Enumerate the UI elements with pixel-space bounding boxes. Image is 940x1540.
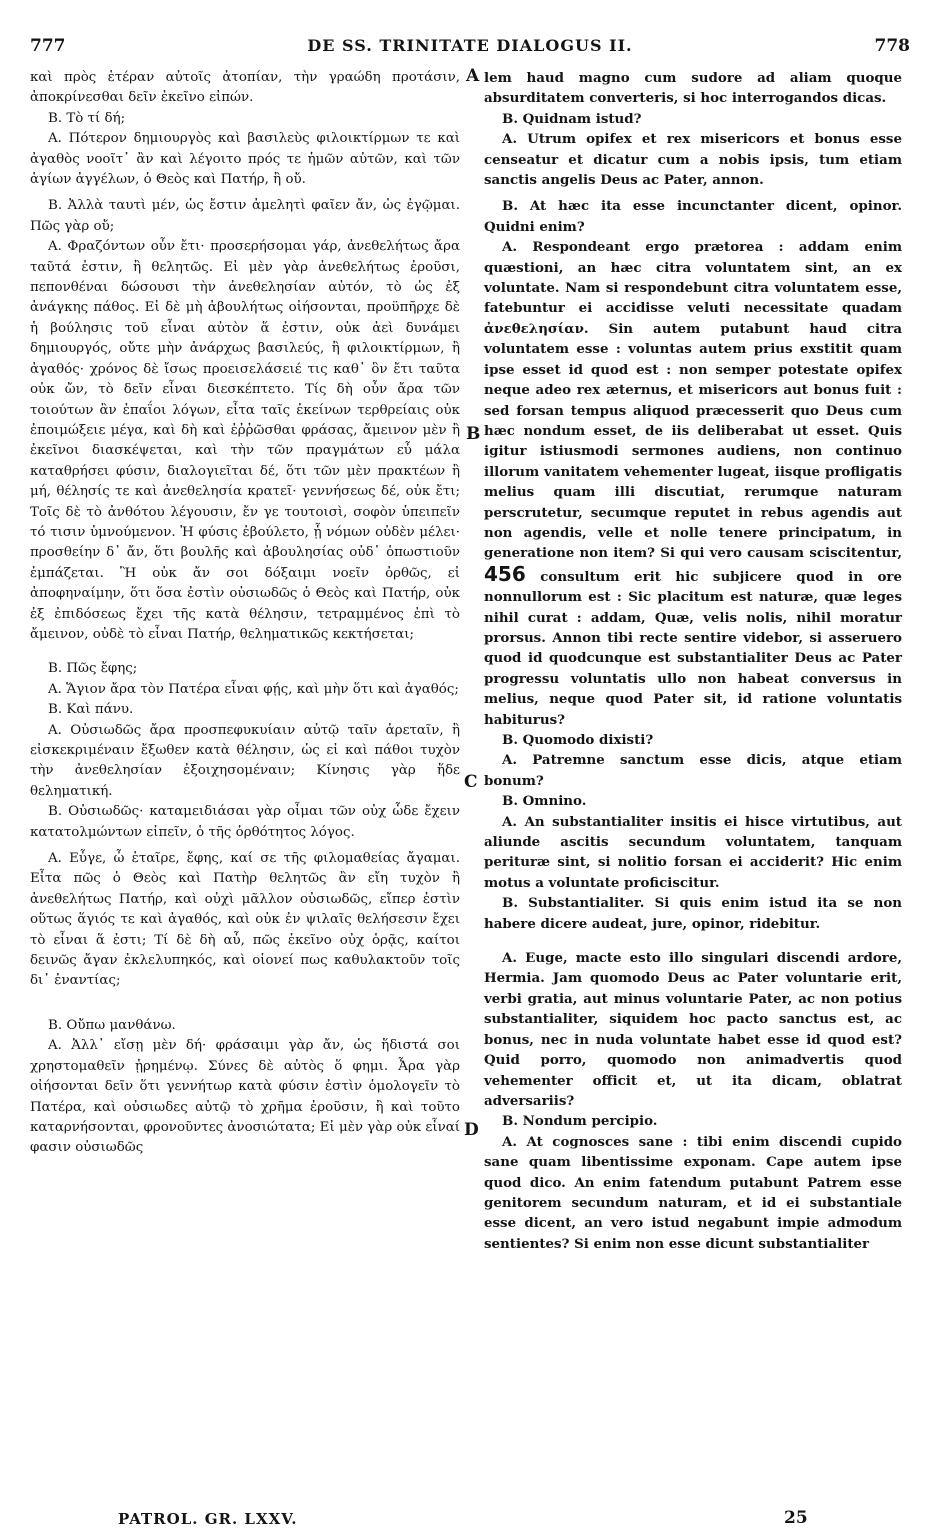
margin-letter-a: A bbox=[466, 66, 480, 86]
margin-letter-d: D bbox=[464, 1120, 479, 1140]
latin-paragraph: B. Quomodo dixisti? bbox=[502, 732, 654, 748]
greek-paragraph: Β. Τὸ τί δή; bbox=[48, 110, 126, 126]
latin-paragraph: lem haud magno cum sudore ad aliam quoque absurditatem converteris, si hoc interrogandos dicas. bbox=[484, 70, 902, 107]
page-number-right: 778 bbox=[874, 36, 910, 56]
greek-paragraph: Α. Φραζόντων οὖν ἔτι· προσερήσομαι γάρ, ἀνεθελήτως ἄρα ταῦτά ἐστιν, ἢ θελητῶς. Εἰ μὲν γὰρ ἀνεθελήτως ἐροῦσι, πεπονθέναι δώσουσι τὴν ἀνεθελησίαν αὐτόν, τὸ ὡς ἐξ ἀνάγκης πάθος. Εἰ δὲ μὴ ἀβουλήτως οἰήσονται, προϋπῆρχε δὲ ἡ βούλησις τοῦ εἶναι αὐτὸν ἅ ἐστιν, οὐκ ἀεὶ δυνάμει δημιουργός, οὔτε μὴν ἀνάρχως βασιλεύς, ἢ φιλοικτίρμων, ἢ ἀγαθός· χρόνος δὲ ἴσως προεισελάσειέ τις καθ᾽ ὃν ἔτι ταῦτα οὐκ ὤν, τὸ δεῖν εἶναι διεσκέπτετο. Τίς δὴ οὖν ἄρα τῶν τοιούτων ἂν ἐπαΐοι λόγων, εἶτα ταῖς ἐκείνων τερθρείαις οὐκ ἐποιμώξειε μέγα, καὶ δὴ καὶ ἐῤῥῶσθαι φράσας, ἄμεινον μὲν ἢ ἐκεῖνοι διασκέψεται, καὶ τὴν τῶν πραγμάτων εὖ μάλα καταθρήσει φύσιν, διαλογιεῖται δέ, ὅτι τῶν μὲν πρακτέων ἢ μή, θέλησίς τε καὶ ἀνεθελησία κρατεῖ· γεννήσεως δέ, οὐκ ἔτι; Τοῖς δὲ τὸ ἀνθότου λέγουσιν, ἔν γε τουτοισὶ, σοφὸν ὑπειπεῖν τό τισιν ὑμνούμενον. Ἡ φύσις ἐβούλετο, ᾗ νόμων οὐδὲν μέλει· προσθείην δ᾽ ἄν, ὅτι βουλῆς καὶ ἀβουλησίας οὐδ᾽ ὁπωστιοῦν ἐμπάζεται. Ἢ οὐκ ἄν σοι δόξαιμι νοεῖν ὀρθῶς, εἰ ἀποφηναίμην, ὅτι ὅσα ἐστὶν οὐσιωδῶς ὁ Θεὸς καὶ Πατήρ, οὐκ ἐξ ἐπιδόσεως ἔχει τῆς κατὰ θέλησιν, τετραμμένος ἐπὶ τὸ ἄμεινον, οὐδὲ τὸ εἶναι Πατήρ, θεληματικῶς κεκτήσεται; bbox=[30, 239, 460, 642]
column-number-456: 456 bbox=[484, 561, 526, 586]
latin-text: A. Respondeant ergo prætorea : addam enim quæstioni, an hæc citra voluntatem sint, an ex voluntate. Nam si respondebunt citra voluntatem esse, fatebuntur ei accidisse veluti necessitate quadam ἀνεθελησίαν. Sin autem putabunt haud citra voluntatem esse : voluntas autem prius exstitit quam ipse esset id quod est : non semper potestate opifex neque adeo rex æternus, et misericors aut bonus fuit : sed forsan tempus aliquod præcesserit quo Deus cum hæc nondum esset, de iis deliberabat ut esset. Quis igitur istiusmodi sermones audiens, non continuo illorum vanitatem vehementer lugeat, iisque profligatis melius quam illi discutiat, rerumque naturam perscrutetur, secumque reputet in rebus agendis aut non agendis, velle et nolle tenere principatum, in generatione non item? Si qui vero causam sciscitentur, bbox=[484, 239, 902, 562]
latin-paragraph: B. Quidnam istud? bbox=[502, 110, 642, 127]
latin-paragraph: A. Utrum opifex et rex misericors et bonus esse censeatur et dicatur cum a nobis ipsis, tum etiam sanctis angelis Deus ac Pater, annon. bbox=[484, 131, 902, 189]
footer-series: PATROL. GR. LXXV. bbox=[118, 1510, 298, 1528]
greek-paragraph: Α. Ἅγιον ἄρα τὸν Πατέρα εἶναι φῄς, καὶ μὴν ὅτι καὶ ἀγαθός; bbox=[48, 681, 459, 697]
margin-letter-c: C bbox=[464, 772, 478, 792]
latin-paragraph: A. Patremne sanctum esse dicis, atque etiam bonum? bbox=[484, 752, 902, 789]
latin-paragraph: A. Euge, macte esto illo singulari discendi ardore, Hermia. Jam quomodo Deus ac Pater voluntarie erit, verbi gratia, aut minus voluntarie Pater, ac non potius substantialiter, siquidem hoc pacto sanctus est, ac bonus, nec in nuda voluntate habet esse id quod est? Quid porro, quomodo non animadvertis quod vehementer officit et, ut ita dicam, oblatrat adversariis? bbox=[484, 950, 902, 1109]
margin-letter-b: B bbox=[466, 424, 481, 444]
latin-paragraph: B. Nondum percipio. bbox=[502, 1113, 658, 1130]
running-title: DE SS. TRINITATE DIALOGUS II. bbox=[307, 36, 633, 55]
greek-paragraph: Β. Οὐσιωδῶς· καταμειδιάσαι γὰρ οἶμαι τῶν οὐχ ὧδε ἔχειν κατατολμώντων εἰπεῖν, ὁ τῆς ὀρθότητος λόγος. bbox=[30, 804, 460, 840]
latin-text: consultum erit hic subjicere quod in ore nonnullorum est : Sic placitum est naturæ, quæ leges nihil curat : addam, Quæ, velis nolis, nihil moratur prorsus. Annon tibi recte sentire videbor, si asseruero quod id quodcunque est substantialiter Deus ac Pater progressu voluntatis ullo non habeat conversus in melius, neque quod Pater sit, id ratione voluntatis habiturus? bbox=[484, 568, 902, 728]
greek-paragraph: Α. Εὖγε, ὦ ἑταῖρε, ἔφης, καί σε τῆς φιλομαθείας ἄγαμαι. Εἶτα πῶς ὁ Θεὸς καὶ Πατὴρ θελητῶς ἂν εἴη τυχὸν ἢ ἀνεθελήτως Πατήρ, καὶ οὐχὶ μᾶλλον οὐσιωδῶς, εἴπερ ἐστὶν οὕτως ἅγιός τε καὶ ἀγαθός, καὶ οὐκ ἐν ψιλαῖς θελήσεσιν ἔχει τὸ εἶναι ἅ ἐστι; Τί δὲ δὴ αὖ, πῶς ἐκεῖνο οὐχ ὁρᾷς, καίτοι δεινῶς ἄγαν ἐκλελυπηκός, καὶ οἱονεί πως καθυλακτοῦν τοῖς δι᾽ ἐναντίας; bbox=[30, 851, 460, 989]
latin-paragraph: A. An substantialiter insitis ei hisce virtutibus, aut aliunde ascitis secundum voluntatem, tanquam perituræ sint, si nolitio forsan ei acciderit? Hic enim motus a voluntate proficiscitur. bbox=[484, 813, 902, 891]
running-header bbox=[30, 36, 910, 60]
greek-paragraph: Β. Καὶ πάνυ. bbox=[48, 702, 134, 718]
latin-column bbox=[484, 68, 902, 1254]
greek-paragraph: Α. Πότερον δημιουργὸς καὶ βασιλεὺς φιλοικτίρμων τε καὶ ἀγαθὸς νοοῖτ᾽ ἂν καὶ λέγοιτο πρός τε ἡμῶν αὐτῶν, καὶ τῶν ἁγίων ἀγγέλων, ὁ Θεὸς καὶ Πατήρ, ἢ οὔ. bbox=[30, 131, 460, 188]
greek-paragraph: Β. Πῶς ἔφης; bbox=[48, 661, 138, 677]
greek-paragraph: Α. Ἀλλ᾽ εἴσῃ μὲν δή· φράσαιμι γὰρ ἄν, ὡς ἥδιστά σοι χρηστομαθεῖν ᾑρημένῳ. Σύνες δὲ αὐτὸς ὅ φημι. Ἆρα γὰρ οἰήσονται δεῖν ὅτι γεννήτωρ κατὰ φύσιν ἐστὶν ὁμολογεῖν τὸ Πατέρα, καὶ οὐσιωδες αὐτῷ τὸ χρῆμα ἐροῦσιν, ἢ καὶ τοῦτο καταρνήσονται, φρονοῦντες ἀνοσιώτατα; Εἰ μὲν γὰρ οὐκ εἶναί φασιν οὐσιωδῶς bbox=[30, 1038, 460, 1156]
footer-signature: 25 bbox=[784, 1508, 808, 1528]
latin-paragraph: B. Substantialiter. Si quis enim istud ita se non habere dicere audeat, jure, opinor, ridebitur. bbox=[484, 895, 902, 932]
latin-paragraph: B. Omnino. bbox=[502, 793, 587, 810]
latin-paragraph: A. At cognosces sane : tibi enim discendi cupido sane quam libentissime exponam. Cape autem ipse quod dico. An enim fatendum putabunt Patrem esse genitorem secundum naturam, et id ei substantiale esse dicent, an vero istud negabunt impie admodum sentientes? Si enim non esse dicunt substantialiter bbox=[484, 1133, 902, 1252]
greek-paragraph: Α. Οὐσιωδῶς ἄρα προσπεφυκυίαιν αὐτῷ ταῖν ἀρεταῖν, ἢ εἰσκεκριμέναιν ἔξωθεν κατὰ θέλησιν, ὡς εἰ καὶ πάθοι τυχὸν τὴν ἀνεθελησίαν ἐξοιχησομέναιν; Κίνησις γὰρ ἥδε θεληματική. bbox=[30, 722, 460, 799]
greek-paragraph: Β. Οὔπω μανθάνω. bbox=[48, 1017, 176, 1033]
greek-paragraph: Β. Ἀλλὰ ταυτὶ μέν, ὡς ἔστιν ἀμελητὶ φαῖεν ἄν, ὡς ἐγῷμαι. Πῶς γὰρ οὔ; bbox=[30, 198, 460, 234]
latin-paragraph: B. At hæc ita esse incunctanter dicent, opinor. Quidni enim? bbox=[484, 198, 902, 235]
latin-paragraph bbox=[484, 237, 902, 730]
greek-paragraph: καὶ πρὸς ἑτέραν αὐτοῖς ἀτοπίαν, τὴν γραώδη προτάσιν, ἀποκρίνεσθαι δεῖν ἐκεῖνο εἰπών. bbox=[30, 70, 460, 106]
page-number-left: 777 bbox=[30, 36, 66, 56]
greek-column bbox=[30, 68, 460, 1159]
